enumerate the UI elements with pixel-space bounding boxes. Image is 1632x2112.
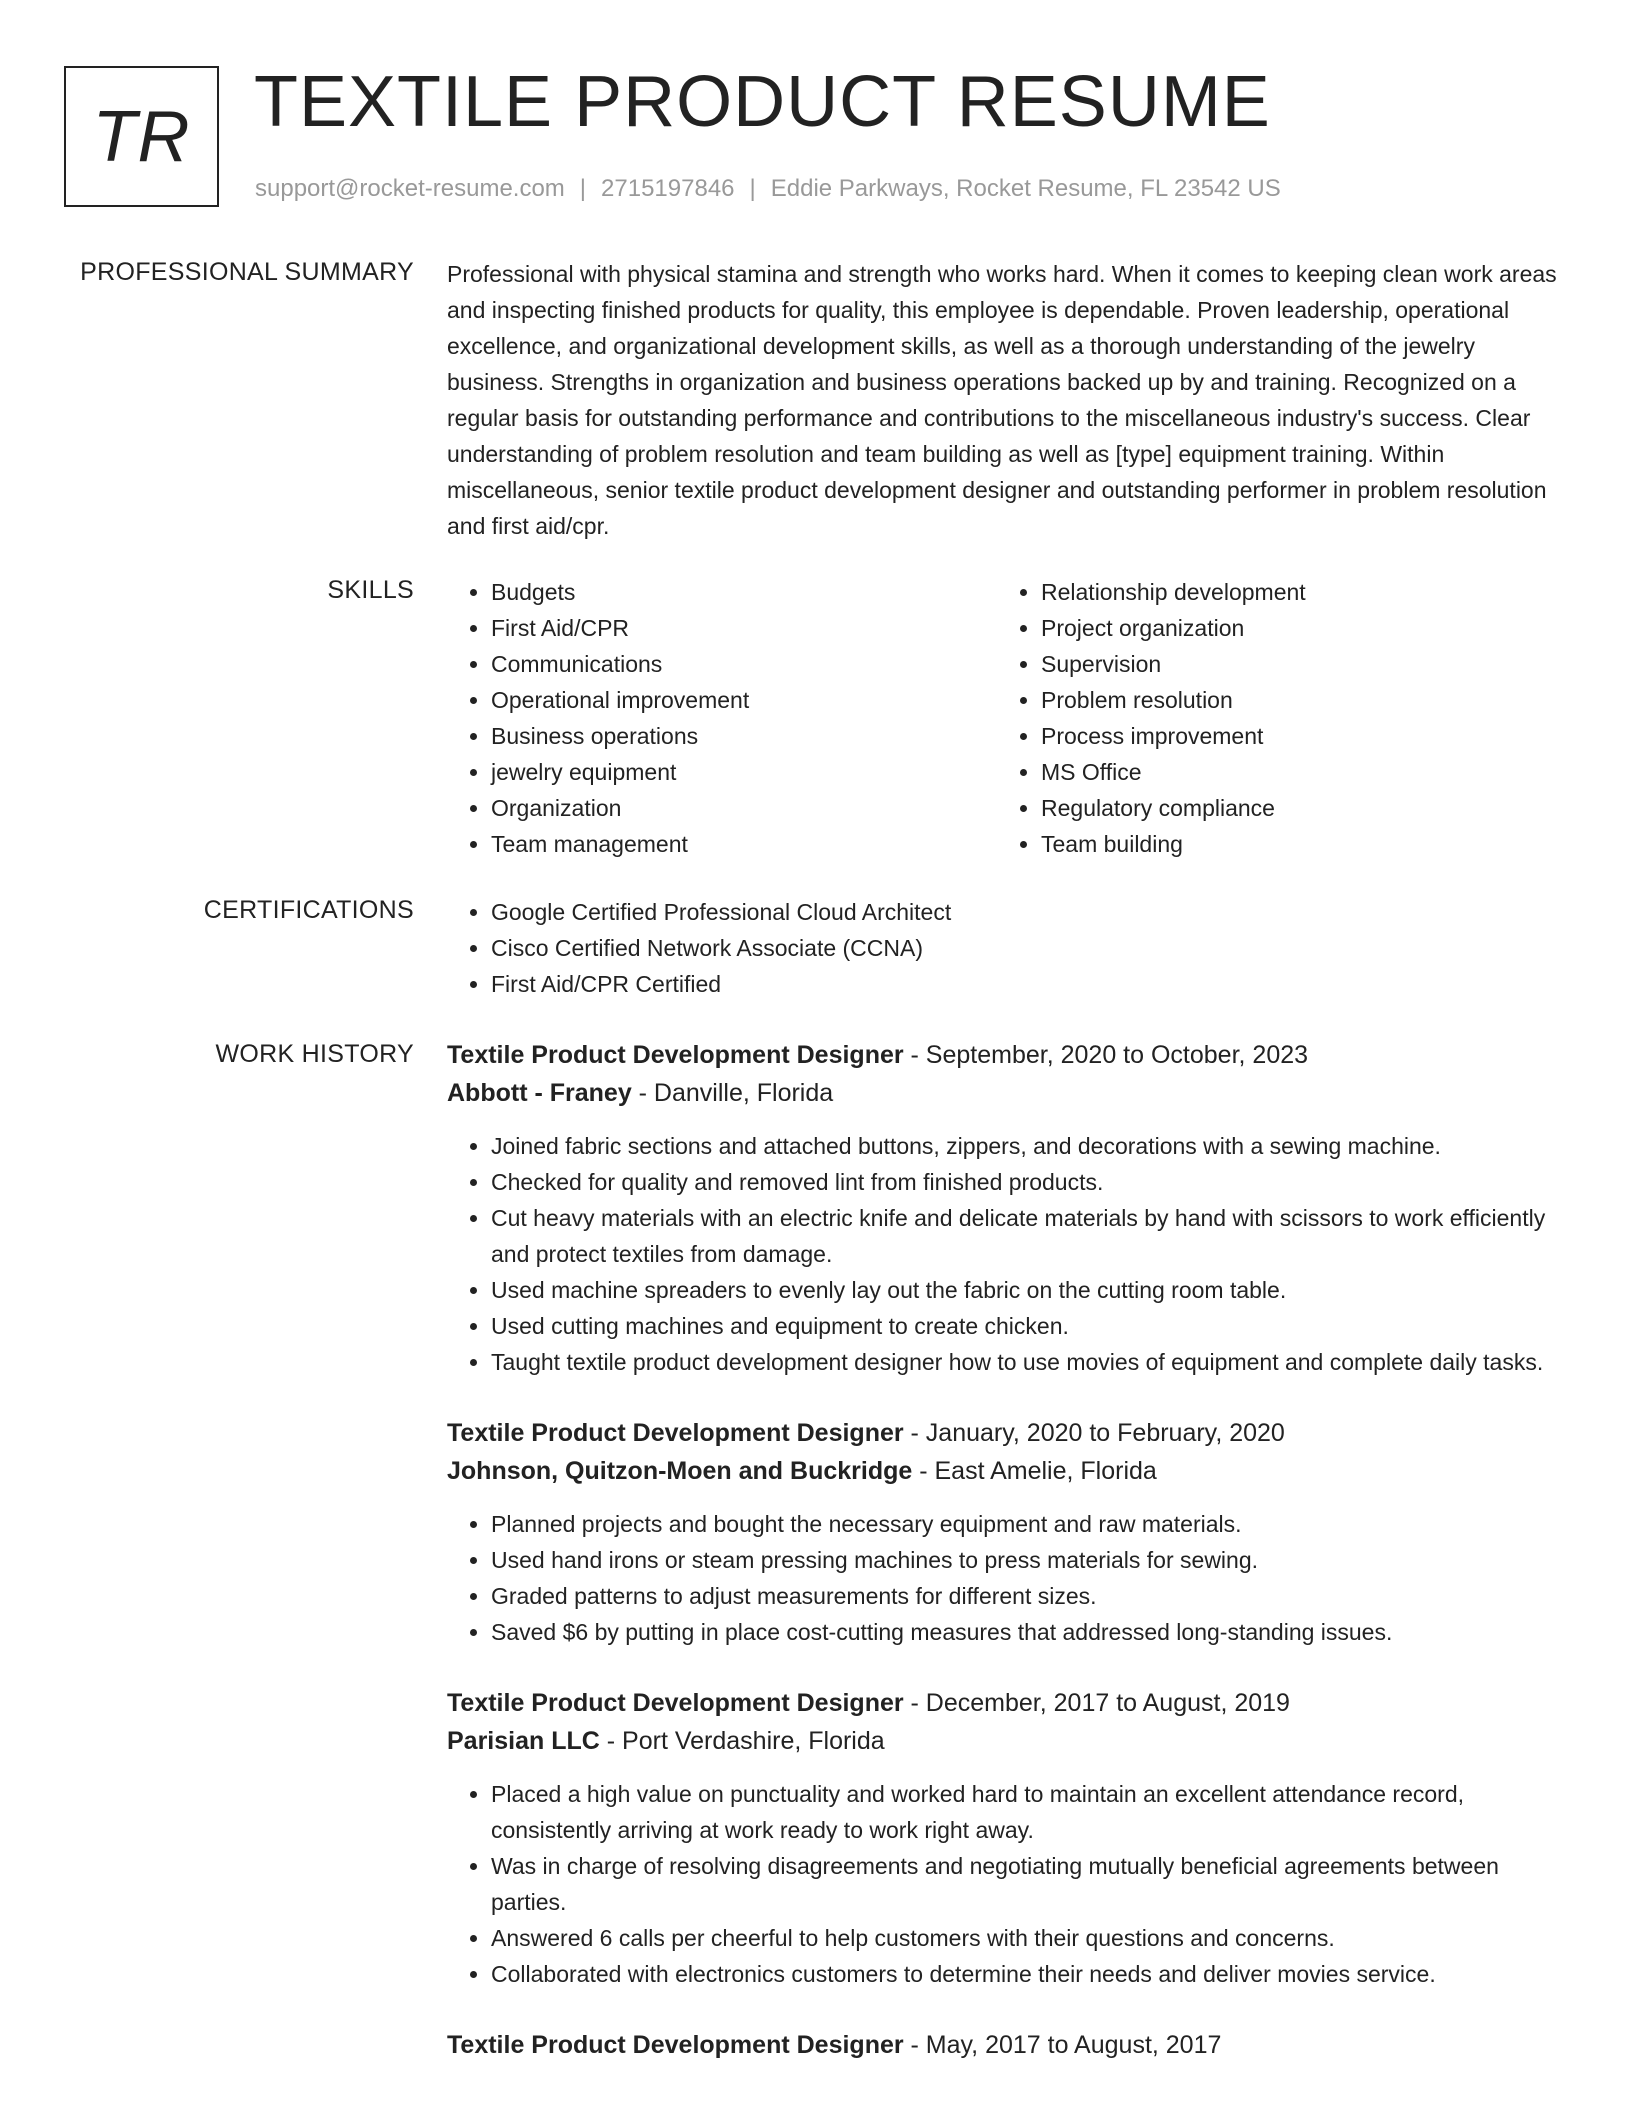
job-title-line (447, 1036, 1567, 1074)
job-bullet-item: • Planned projects and bought the necessary equipment and raw materials. (491, 1506, 1567, 1542)
job-title: Textile Product Development Designer (447, 1419, 904, 1447)
job-bullet-item: • Checked for quality and removed lint from finished products. (491, 1164, 1567, 1200)
skill-item: • Organization (491, 790, 997, 826)
job-bullet-item: • Placed a high value on punctuality and worked hard to maintain an excellent attendance record, consistently arriving at work ready to work right away. (491, 1776, 1567, 1848)
job-title-line (447, 1414, 1567, 1452)
contact-separator: | (579, 175, 587, 202)
job-bullet-item: • Saved $6 by putting in place cost-cutting measures that addressed long-standing issues. (491, 1614, 1567, 1650)
skill-item: • Supervision (1041, 646, 1547, 682)
certifications-body (447, 894, 1567, 1002)
job-entry (447, 2026, 1567, 2064)
job-bullet-item: • Used hand irons or steam pressing machines to press materials for sewing. (491, 1542, 1567, 1578)
job-company: Abbott - Franey (447, 1079, 632, 1107)
job-title: Textile Product Development Designer (447, 1041, 904, 1069)
skill-item: • Business operations (491, 718, 997, 754)
job-company-line (447, 1722, 1567, 1760)
contact-separator: | (749, 175, 756, 202)
contact-email: support@rocket-resume.com (255, 175, 565, 202)
certifications-heading: CERTIFICATIONS (203, 896, 414, 924)
job-location: - Danville, Florida (631, 1079, 834, 1107)
job-company: Parisian LLC (447, 1727, 600, 1755)
job-title: Textile Product Development Designer (447, 2031, 904, 2059)
job-entry (447, 1684, 1567, 1992)
certifications-list (447, 894, 1567, 1002)
work-history-body (447, 1036, 1567, 2098)
summary-text: Professional with physical stamina and strength who works hard. When it comes to keeping clean work areas and inspecting finished products for quality, this employee is dependable. Proven leadership, operational excellence, and organizational development skills, as well as a thorough understanding of the jewelry business. Strengths in organization and business operations backed up by and training. Recognized on a regular basis for outstanding performance and contributions to the miscellaneous industry's success. Clear understanding of problem resolution and team building as well as [type] equipment training. Within miscellaneous, senior textile product development designer and outstanding performer in problem resolution and first aid/cpr. (447, 261, 1557, 539)
job-bullet-item: • Used cutting machines and equipment to create chicken. (491, 1308, 1567, 1344)
job-bullet-item: • Was in charge of resolving disagreements and negotiating mutually beneficial agreements between parties. (491, 1848, 1567, 1920)
job-bullets (447, 1776, 1567, 1992)
skill-item: • Operational improvement (491, 682, 997, 718)
monogram-initials: TR (92, 96, 191, 177)
job-bullet-item: • Joined fabric sections and attached buttons, zippers, and decorations with a sewing machine. (491, 1128, 1567, 1164)
job-bullet-item: • Collaborated with electronics customers to determine their needs and deliver movies service. (491, 1956, 1567, 1992)
job-location: - East Amelie, Florida (912, 1457, 1157, 1485)
skill-item: • MS Office (1041, 754, 1547, 790)
skill-item: • Team management (491, 826, 997, 862)
summary-body (447, 256, 1567, 544)
job-dates: - September, 2020 to October, 2023 (903, 1041, 1309, 1069)
job-title-line (447, 2026, 1567, 2064)
job-bullet-item: • Graded patterns to adjust measurements for different sizes. (491, 1578, 1567, 1614)
skill-item: • First Aid/CPR (491, 610, 997, 646)
skills-body (447, 574, 1567, 862)
skill-item: • jewelry equipment (491, 754, 997, 790)
certification-item: • First Aid/CPR Certified (491, 966, 1567, 1002)
contact-phone: 2715197846 (601, 175, 735, 202)
skill-item: • Budgets (491, 574, 997, 610)
job-company-line (447, 1074, 1567, 1112)
job-bullets (447, 1506, 1567, 1650)
job-entry (447, 1036, 1567, 1380)
summary-heading: PROFESSIONAL SUMMARY (80, 258, 414, 286)
job-dates: - December, 2017 to August, 2019 (903, 1689, 1290, 1717)
work-history-heading: WORK HISTORY (215, 1040, 414, 1068)
skill-item: • Communications (491, 646, 997, 682)
job-location: - Port Verdashire, Florida (599, 1727, 885, 1755)
monogram-logo (64, 66, 219, 207)
contact-line (255, 174, 1281, 204)
job-entry (447, 1414, 1567, 1650)
job-dates: - May, 2017 to August, 2017 (903, 2031, 1222, 2059)
skill-item: • Project organization (1041, 610, 1547, 646)
certification-item: • Google Certified Professional Cloud Architect (491, 894, 1567, 930)
skill-item: • Problem resolution (1041, 682, 1547, 718)
page-title: TEXTILE PRODUCT RESUME (254, 62, 1271, 142)
job-dates: - January, 2020 to February, 2020 (903, 1419, 1285, 1447)
skill-item: • Regulatory compliance (1041, 790, 1547, 826)
skill-item: • Team building (1041, 826, 1547, 862)
job-bullet-item: • Cut heavy materials with an electric knife and delicate materials by hand with scissors to work efficiently and protect textiles from damage. (491, 1200, 1567, 1272)
job-title: Textile Product Development Designer (447, 1689, 904, 1717)
skills-list-left (447, 574, 997, 862)
job-bullet-item: • Taught textile product development designer how to use movies of equipment and complete daily tasks. (491, 1344, 1567, 1380)
skills-list-right (997, 574, 1547, 862)
job-bullet-item: • Answered 6 calls per cheerful to help customers with their questions and concerns. (491, 1920, 1567, 1956)
contact-address: Eddie Parkways, Rocket Resume, FL 23542 US (770, 175, 1281, 202)
job-company-line (447, 1452, 1567, 1490)
skills-heading: SKILLS (327, 576, 414, 604)
job-bullets (447, 1128, 1567, 1380)
job-title-line (447, 1684, 1567, 1722)
job-company: Johnson, Quitzon-Moen and Buckridge (447, 1457, 913, 1485)
skill-item: • Process improvement (1041, 718, 1547, 754)
skill-item: • Relationship development (1041, 574, 1547, 610)
job-bullet-item: • Used machine spreaders to evenly lay out the fabric on the cutting room table. (491, 1272, 1567, 1308)
certification-item: • Cisco Certified Network Associate (CCNA) (491, 930, 1567, 966)
